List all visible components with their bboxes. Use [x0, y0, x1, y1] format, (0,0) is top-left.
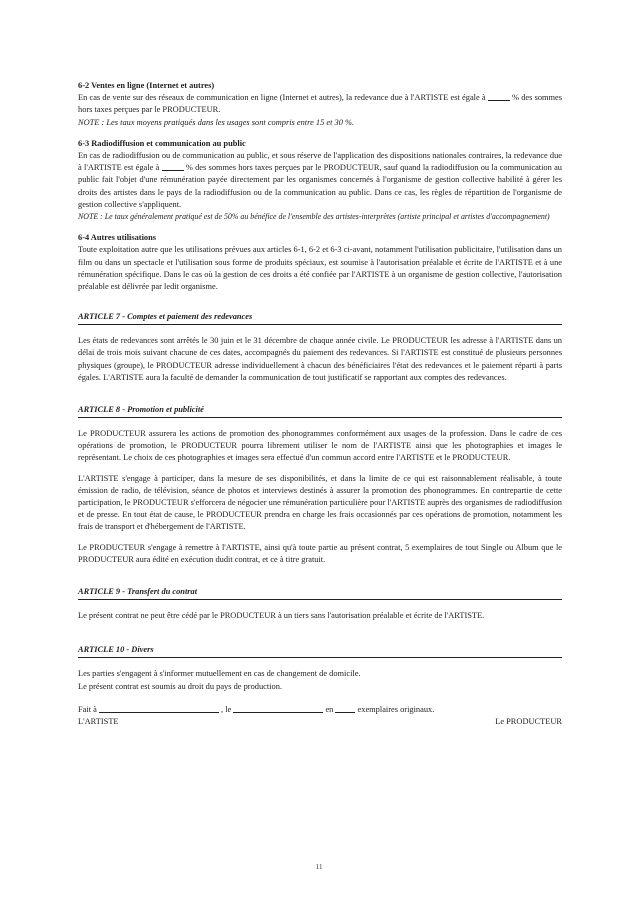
copies-blank	[335, 704, 355, 713]
section-6-3-text	[78, 150, 562, 211]
date-blank	[233, 704, 323, 713]
section-6-2-text	[78, 92, 562, 116]
percent-sign: %	[512, 93, 520, 103]
artiste-signature-label: L'ARTISTE	[78, 716, 119, 726]
producteur-signature-label: Le PRODUCTEUR	[495, 716, 562, 726]
section-6-3-title: 6-3 Radiodiffusion et communication au public	[78, 138, 246, 148]
section-6-3-line2b: % des sommes hors taxes perçues par le PRODUCTEUR, sauf quand la radiodiffusion	[185, 163, 479, 173]
article-8-paragraph-1: Le PRODUCTEUR assurera les actions de promotion des phonogrammes conformément aux usages de la profession. Dans le cadre de ces opérations de promotion, le PRODUCTEUR pourra librement utiliser le nom de l'ARTISTE ainsi que les photographies et images le représentant. Le choix de ces photographies et images sera effectué d'un commun accord entre l'ARTISTE et le PRODUCTEUR.	[78, 429, 562, 463]
fait-a-label: Fait à	[78, 704, 97, 714]
article-8-paragraph-3: Le PRODUCTEUR s'engage à remettre à l'ARTISTE, ainsi qu'à toute partie au présent contrat, 5 exemplaires de tout Single ou Album que le PRODUCTEUR aura édité en exécution dudit contrat, et ce à titre gratuit.	[78, 542, 562, 564]
section-6-4-title: 6-4 Autres utilisations	[78, 233, 157, 243]
article-9-title: ARTICLE 9 - Transfert du contrat	[78, 586, 562, 600]
article-7-title: ARTICLE 7 - Comptes et paiement des redevances	[78, 311, 562, 325]
section-6-2-line1: En cas de vente sur des réseaux de communication en ligne (Internet et autres), la redevance due à l'ARTISTE est égale à	[78, 93, 486, 103]
article-7-text: Les états de redevances sont arrêtés le 30 juin et le 31 décembre de chaque année civile. Le PRODUCTEUR les adresse à l'ARTISTE dans un délai de trois mois suivant chacune de ces dates, accompagnés du paiement des redevances. Si l'ARTISTE est constitué de plusieurs personnes physiques (groupe), le PRODUCTEUR adresse individuellement à chacun des bénéficiaires l'état des redevances et le paiement réparti à parts égales. L'ARTISTE aura la faculté de demander la communication de tout justificatif se rapportant aux comptes des redevances.	[78, 336, 562, 382]
page-number: 11	[315, 862, 323, 871]
section-6-3-note: NOTE : Le taux généralement pratiqué est de 50% au bénéfice de l'ensemble des artistes-interprètes (artiste principal et artistes d'accompagnement)	[78, 212, 550, 222]
section-6-2-note: NOTE : Les taux moyens pratiqués dans les usages sont compris entre 15 et 30 %.	[78, 117, 355, 127]
article-10-line-1: Les parties s'engagent à s'informer mutuellement en cas de changement de domicile.	[78, 669, 361, 679]
percentage-blank	[488, 92, 510, 101]
section-6-3-line1: En cas de radiodiffusion ou de communication au public, et sous réserve de l'application des dispositions nationales contraires, la	[78, 151, 512, 161]
section-6-4-text: Toute exploitation autre que les utilisations prévues aux articles 6-1, 6-2 et 6-3 ci-avant, notamment l'utilisation publicitaire, l'utilisation dans un film ou dans un spectacle et l'utilisation sous forme de produits spéciaux, est soumise à l'autorisation préalable et écrite de l'ARTISTE et à une rémunération spécifique. Dans le cas où la gestion de ces droits a été confiée par l'ARTISTE à un organisme de gestion collective, l'autorisation préalable est délivrée par ledit organisme.	[78, 245, 562, 292]
section-6-2-title: 6-2 Ventes en ligne (Internet et autres)	[78, 81, 215, 90]
en-label: en	[325, 704, 334, 714]
date-label: , le	[221, 704, 232, 714]
article-10-line-2: Le présent contrat est soumis au droit du pays de production.	[78, 681, 282, 691]
article-9-text: Le présent contrat ne peut être cédé par le PRODUCTEUR à un tiers sans l'autorisation préalable et écrite de l'ARTISTE.	[78, 611, 485, 621]
document-page	[78, 80, 562, 728]
section-6-2-line2: des sommes hors taxes perçues par le PRODUCTEUR.	[78, 93, 563, 115]
article-8-paragraph-2: L'ARTISTE s'engage à participer, dans la mesure de ses disponibilités, et dans la limite de ce qui est raisonnablement réalisable, à toute émission de radio, de télévision, séance de photos et interviews destinés à assurer la promotion des phonogrammes. En contrepartie de cette participation, le PRODUCTEUR s'efforcera de négocier une rémunération particulière pour l'ARTISTE auprès des organismes de radiodiffusion et de presse. En tout état de cause, le PRODUCTEUR prendra en charge les frais occasionnés par ces opérations de promotion, notamment les frais de transport et d'hébergement de l'ARTISTE.	[78, 473, 562, 532]
section-6-3-rest: ou la communication au public fait l'objet d'une rémunération payée directement par les organismes concernés à l'organisme de gestion collective habilité à gérer les droits des artistes dans le pays de la radiodiffusion ou de la communication au public. Dans ce cas, les règles de répartition de l'organisme de gestion collective s'appliquent.	[78, 163, 562, 209]
copies-label: exemplaires originaux.	[357, 704, 435, 714]
percentage-blank	[162, 162, 184, 171]
article-8-title: ARTICLE 8 - Promotion et publicité	[78, 404, 562, 418]
place-blank	[99, 704, 219, 713]
signature-place-date-line	[78, 704, 562, 716]
section-6-3-line2a: redevance due à l'ARTISTE est égale à	[78, 151, 562, 173]
signature-row	[78, 716, 562, 728]
article-10-title: ARTICLE 10 - Divers	[78, 644, 562, 658]
